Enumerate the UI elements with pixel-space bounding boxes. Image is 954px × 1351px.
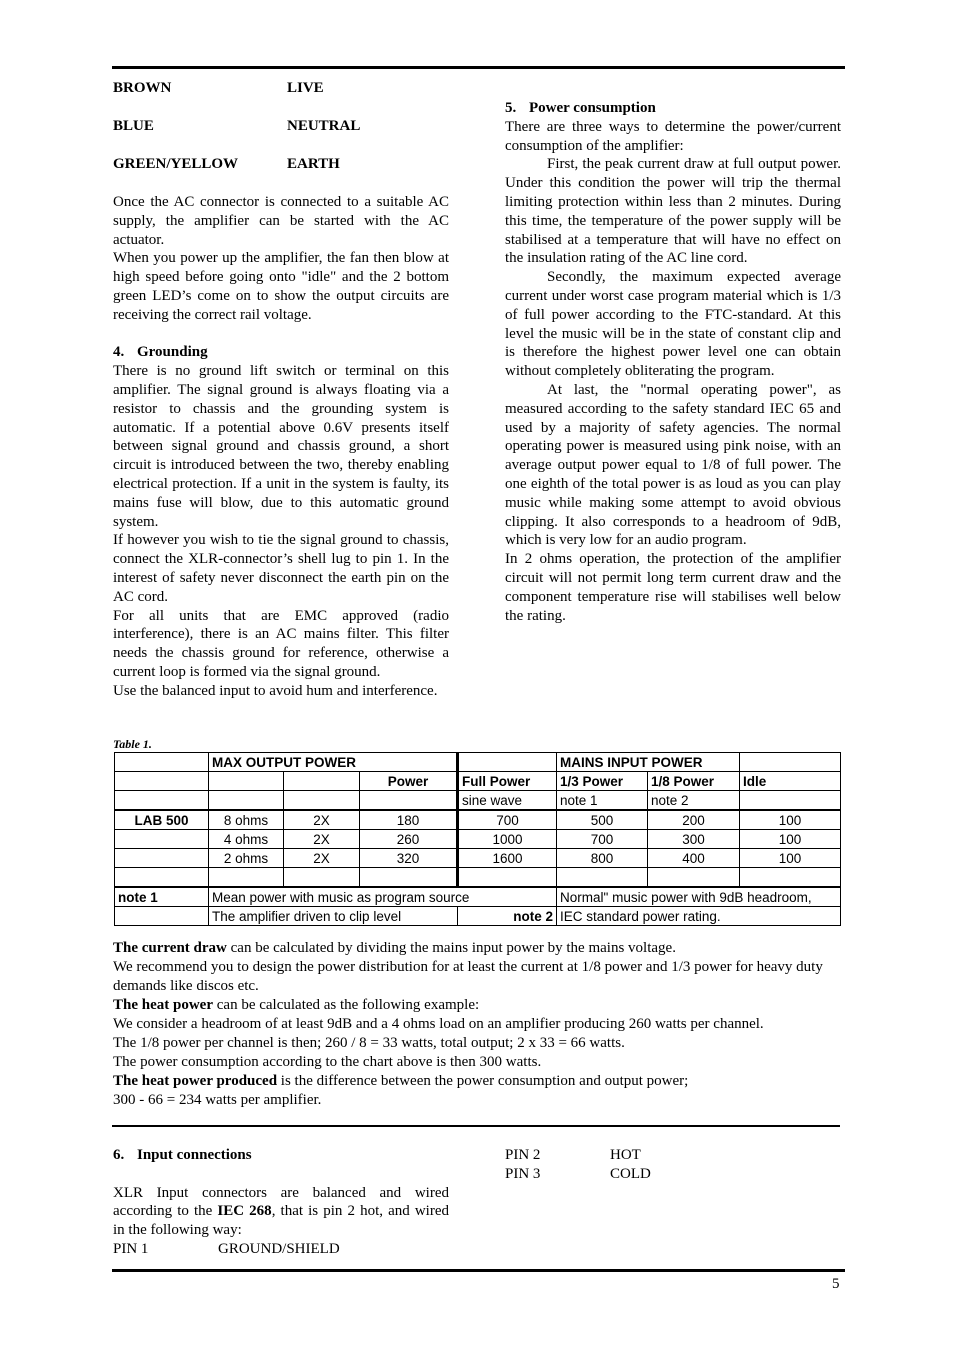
section-number: 5. — [505, 100, 517, 116]
ac-paragraph: Once the AC connector is connected to a suitable AC supply, the amplifier can be started with the AC actuator. — [113, 194, 449, 248]
note1-text: Mean power with music as program source — [209, 887, 557, 907]
table-row — [115, 791, 841, 811]
section-number: 6. — [113, 1147, 125, 1163]
model-cell: LAB 500 — [115, 810, 209, 830]
power-cell: 180 — [360, 810, 458, 830]
third-cell: 500 — [557, 810, 648, 830]
wire-color: BLUE — [113, 118, 154, 134]
note2-text: Normal" music power with 9dB headroom, — [557, 887, 841, 907]
full-cell: 1600 — [458, 849, 557, 868]
col-third-power: 1/3 Power — [557, 772, 648, 791]
third-cell: 800 — [557, 849, 648, 868]
text: 300 - 66 = 234 watts per amplifier. — [113, 1092, 322, 1108]
sub-eighth: note 2 — [648, 791, 740, 811]
text: , that is pin 2 hot, and wired in the following way: — [113, 1203, 449, 1239]
pin-function: GROUND/SHIELD — [218, 1240, 340, 1257]
section-number: 4. — [113, 344, 125, 361]
grounding-paragraph-1: There is no ground lift switch or terminal on this amplifier. The signal ground is always floating via a resistor to chassis and the grounding system is automatic. If a potential above 0.6V presents itself between signal ground and chassis ground, a short circuit is introduced between the two, thereby enabling electrical protection. If a unit in the system is faulty, its mains fuse will blow, due to this automatic ground system. — [113, 363, 449, 530]
eighth-cell: 200 — [648, 810, 740, 830]
power-consumption-heading — [505, 99, 841, 118]
wire-color: BROWN — [113, 80, 172, 96]
idle-cell: 100 — [740, 849, 841, 868]
top-rule — [112, 66, 845, 69]
section-title: Grounding — [137, 344, 208, 361]
pin-label: PIN 2 — [505, 1147, 541, 1163]
load-cell: 2 ohms — [209, 849, 284, 868]
text: is the difference between the power consumption and output power; — [277, 1073, 689, 1089]
heat-calculation-text — [113, 939, 841, 1110]
power-table — [114, 752, 841, 926]
standard-ref: IEC 268 — [217, 1203, 272, 1220]
power-paragraph-1: There are three ways to determine the power/current consumption of the amplifier: — [505, 118, 841, 154]
col-idle: Idle — [740, 772, 841, 791]
left-column — [113, 79, 449, 701]
table-row — [115, 887, 841, 907]
section-title: Power consumption — [529, 100, 656, 116]
text: can be calculated as the following example: — [213, 997, 480, 1013]
bold-term: The heat power produced — [113, 1073, 278, 1089]
page-number: 5 — [832, 1276, 840, 1292]
power-paragraph-4: At last, the "normal operating power", as measured according to the safety standard IEC 65 and used by a majority of safety agencies. The normal operating power is measured using pink noise, with an average output power equal to 1/8 of full power. The one eighth of the total power is as loud as you can play music while making some attempt to avoid obvious clipping. It also corresponds to a headroom of 9dB, which is very low for an audio program. — [505, 381, 841, 549]
grounding-paragraph-4: Use the balanced input to avoid hum and interference. — [113, 682, 438, 699]
wire-function: LIVE — [287, 80, 324, 96]
table-row — [115, 753, 841, 772]
wiring-row-earth — [113, 155, 449, 193]
table-row — [115, 810, 841, 830]
table-row — [115, 772, 841, 791]
bold-term: The current draw — [113, 940, 227, 956]
note1-label: note 1 — [115, 887, 209, 907]
sub-third: note 1 — [557, 791, 648, 811]
right-column — [505, 99, 841, 625]
col-power: Power — [360, 772, 458, 791]
third-cell: 700 — [557, 830, 648, 849]
text: We recommend you to design the power distribution for at least the current at 1/8 power and 1/3 power for heavy duty demands like discos etc. — [113, 959, 823, 994]
wiring-row-brown — [113, 79, 449, 117]
text: The 1/8 power per channel is then; 260 / 8 = 33 watts, total output; 2 x 33 = 66 watts. — [113, 1035, 625, 1051]
middle-rule — [112, 1125, 840, 1127]
eighth-cell: 300 — [648, 830, 740, 849]
wire-function: NEUTRAL — [287, 118, 361, 134]
text: The power consumption according to the chart above is then 300 watts. — [113, 1054, 542, 1070]
input-connections-heading — [113, 1146, 449, 1165]
note1-text-2: The amplifier driven to clip level — [209, 907, 458, 926]
text: XLR Input connectors are balanced and wired according to the — [113, 1184, 449, 1220]
table-row — [115, 849, 841, 868]
table-row — [115, 830, 841, 849]
pin-list — [505, 1146, 651, 1184]
power-cell: 320 — [360, 849, 458, 868]
table-row — [115, 907, 841, 926]
load-cell: 8 ohms — [209, 810, 284, 830]
grounding-paragraph-2: If however you wish to tie the signal ground to chassis, connect the XLR-connector’s shell lug to pin 1. In the interest of safety never disconnect the earth pin on the AC cord. — [113, 532, 449, 605]
input-connections-section — [113, 1146, 449, 1259]
channels-cell: 2X — [284, 810, 360, 830]
bold-term: The heat power — [113, 997, 213, 1013]
wire-color: GREEN/YELLOW — [113, 156, 239, 172]
power-paragraph-2: First, the peak current draw at full output power. Under this condition the power will trip the thermal limiting protection within less than 2 minutes. During this time, the temperature of the power supply will be stabilised at a temperature that will have no effect on the insulation rating of the AC line cord. — [505, 156, 841, 267]
pin-label: PIN 1 — [113, 1240, 149, 1257]
pin-function: HOT — [610, 1147, 641, 1163]
power-paragraph-5: In 2 ohms operation, the protection of the amplifier circuit will not permit long term current draw and the component temperature rise will stabilises well below the rating. — [505, 551, 841, 624]
col-full-power: Full Power — [458, 772, 557, 791]
load-cell: 4 ohms — [209, 830, 284, 849]
idle-cell: 100 — [740, 830, 841, 849]
table-caption: Table 1. — [113, 737, 152, 751]
wire-function: EARTH — [287, 156, 340, 172]
pin-row — [505, 1146, 641, 1165]
col-eighth-power: 1/8 Power — [648, 772, 740, 791]
wiring-row-blue — [113, 117, 449, 155]
grounding-paragraph-3: For all units that are EMC approved (radio interference), there is an AC mains filter. This filter needs the chassis ground for reference, otherwise a current loop is formed via the signal ground. — [113, 607, 449, 680]
full-cell: 700 — [458, 810, 557, 830]
full-cell: 1000 — [458, 830, 557, 849]
power-paragraph-3: Secondly, the maximum expected average current under worst case program material which is 1/3 of full power according to the FTC-standard. At this level the music will be in the state of constant clip and is therefore the highest power level one can obtain without completely obliterating the program. — [505, 269, 841, 380]
pin-label: PIN 3 — [505, 1165, 541, 1182]
table-row — [115, 868, 841, 888]
pin-function: COLD — [610, 1165, 651, 1182]
text: can be calculated by dividing the mains input power by the mains voltage. — [226, 940, 676, 956]
channels-cell: 2X — [284, 849, 360, 868]
header-mains-input: MAINS INPUT POWER — [557, 753, 740, 772]
idle-cell: 100 — [740, 810, 841, 830]
power-cell: 260 — [360, 830, 458, 849]
note2-label: note 2 — [458, 907, 557, 926]
pin-row — [505, 1165, 651, 1184]
bottom-rule — [112, 1269, 845, 1272]
section-title: Input connections — [137, 1147, 252, 1163]
text: We consider a headroom of at least 9dB and a 4 ohms load on an amplifier producing 260 watts per channel. — [113, 1016, 764, 1032]
channels-cell: 2X — [284, 830, 360, 849]
header-max-output: MAX OUTPUT POWER — [209, 753, 458, 772]
grounding-heading — [113, 343, 449, 362]
input-paragraph — [113, 1184, 449, 1240]
eighth-cell: 400 — [648, 849, 740, 868]
sub-full: sine wave — [458, 791, 557, 811]
note2-text-2: IEC standard power rating. — [557, 907, 841, 926]
power-up-paragraph: When you power up the amplifier, the fan then blow at high speed before going onto "idle" and the 2 bottom green LED’s come on to show the output circuits are receiving the correct rail voltage. — [113, 250, 449, 323]
pin-row — [113, 1240, 449, 1259]
